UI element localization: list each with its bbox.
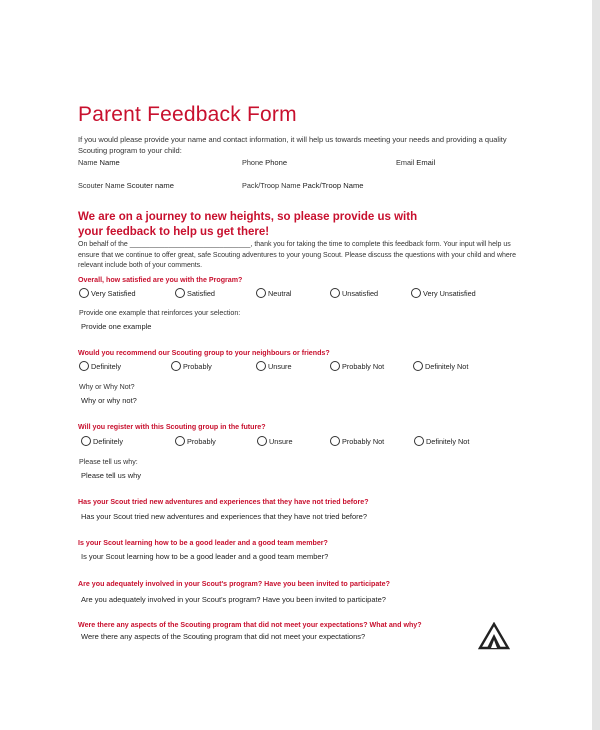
intro-paragraph: On behalf of the _______________________________, thank you for taking the time to complete this feedback form. Your input will help us ensure that we continue to offer great, safe Scouting adventures to your young Scout. Please discuss the questions with your child and where relevant include both of your comments.: [78, 241, 517, 270]
recommend-reason-field[interactable]: Why or why not?: [81, 396, 137, 405]
radio-circle-icon: [330, 288, 340, 298]
radio-very-satisfied[interactable]: Very Satisfied: [79, 288, 136, 298]
intro-text: If you would please provide your name and contact information, it will help us towards meeting your needs and providing a quality Scouting program to your child:: [78, 135, 507, 155]
radio-circle-icon: [330, 436, 340, 446]
radio-register-probably-not[interactable]: Probably Not: [330, 436, 384, 446]
pack-label: Pack/Troop Name Pack/Troop Name: [242, 181, 364, 190]
involvement-field[interactable]: Are you adequately involved in your Scout's program? Have you been invited to participate?: [81, 595, 386, 604]
name-field[interactable]: Name: [99, 158, 120, 167]
radio-circle-icon: [330, 361, 340, 371]
question-involvement: Are you adequately involved in your Scout's program? Have you been invited to participate?: [78, 580, 390, 588]
radio-register-unsure[interactable]: Unsure: [257, 436, 293, 446]
phone-label: Phone Phone: [242, 158, 288, 167]
satisfaction-followup-label: Provide one example that reinforces your selection:: [79, 309, 241, 317]
register-reason-field[interactable]: Please tell us why: [81, 471, 142, 480]
phone-field[interactable]: Phone: [265, 158, 288, 167]
scouter-field[interactable]: Scouter name: [126, 181, 174, 190]
radio-circle-icon: [81, 436, 91, 446]
radio-circle-icon: [413, 361, 423, 371]
question-leadership: Is your Scout learning how to be a good leader and a good team member?: [78, 539, 328, 547]
expectations-field[interactable]: Were there any aspects of the Scouting program that did not meet your expectations?: [81, 632, 366, 641]
radio-circle-icon: [79, 361, 89, 371]
question-expectations: Were there any aspects of the Scouting program that did not meet your expectations? What and why?: [78, 621, 422, 629]
radio-neutral[interactable]: Neutral: [256, 288, 292, 298]
radio-unsatisfied[interactable]: Unsatisfied: [330, 288, 378, 298]
radio-recommend-definitely[interactable]: Definitely: [79, 361, 121, 371]
headline: We are on a journey to new heights, so please provide us with your feedback to help us get there!: [78, 211, 418, 238]
radio-circle-icon: [256, 361, 266, 371]
scouter-label: Scouter Name Scouter name: [78, 181, 174, 190]
radio-register-definitely-not[interactable]: Definitely Not: [414, 436, 469, 446]
leadership-field[interactable]: Is your Scout learning how to be a good leader and a good team member?: [81, 552, 329, 561]
radio-circle-icon: [411, 288, 421, 298]
radio-register-probably[interactable]: Probably: [175, 436, 216, 446]
radio-circle-icon: [175, 288, 185, 298]
radio-circle-icon: [175, 436, 185, 446]
satisfaction-example-field[interactable]: Provide one example: [81, 322, 152, 331]
radio-recommend-unsure[interactable]: Unsure: [256, 361, 292, 371]
question-satisfaction: Overall, how satisfied are you with the Program?: [78, 276, 243, 284]
radio-circle-icon: [414, 436, 424, 446]
scrollbar[interactable]: [592, 0, 600, 730]
page-title: Parent Feedback Form: [78, 103, 297, 126]
radio-circle-icon: [171, 361, 181, 371]
question-register: Will you register with this Scouting group in the future?: [78, 423, 266, 431]
radio-register-definitely[interactable]: Definitely: [81, 436, 123, 446]
radio-satisfied[interactable]: Satisfied: [175, 288, 215, 298]
email-label: Email Email: [396, 158, 436, 167]
radio-recommend-probably[interactable]: Probably: [171, 361, 212, 371]
register-followup-label: Please tell us why:: [79, 458, 138, 466]
email-field[interactable]: Email: [416, 158, 436, 167]
recommend-followup-label: Why or Why Not?: [79, 383, 135, 391]
question-new-adventures: Has your Scout tried new adventures and experiences that they have not tried before?: [78, 498, 369, 506]
new-adventures-field[interactable]: Has your Scout tried new adventures and experiences that they have not tried before?: [81, 512, 368, 521]
radio-very-unsatisfied[interactable]: Very Unsatisfied: [411, 288, 476, 298]
radio-circle-icon: [256, 288, 266, 298]
pack-field[interactable]: Pack/Troop Name: [302, 181, 364, 190]
scouts-tent-icon: [478, 622, 510, 652]
radio-circle-icon: [257, 436, 267, 446]
radio-recommend-probably-not[interactable]: Probably Not: [330, 361, 384, 371]
question-recommend: Would you recommend our Scouting group to your neighbours or friends?: [78, 349, 330, 357]
name-label: Name Name: [78, 158, 120, 167]
radio-recommend-definitely-not[interactable]: Definitely Not: [413, 361, 468, 371]
radio-circle-icon: [79, 288, 89, 298]
